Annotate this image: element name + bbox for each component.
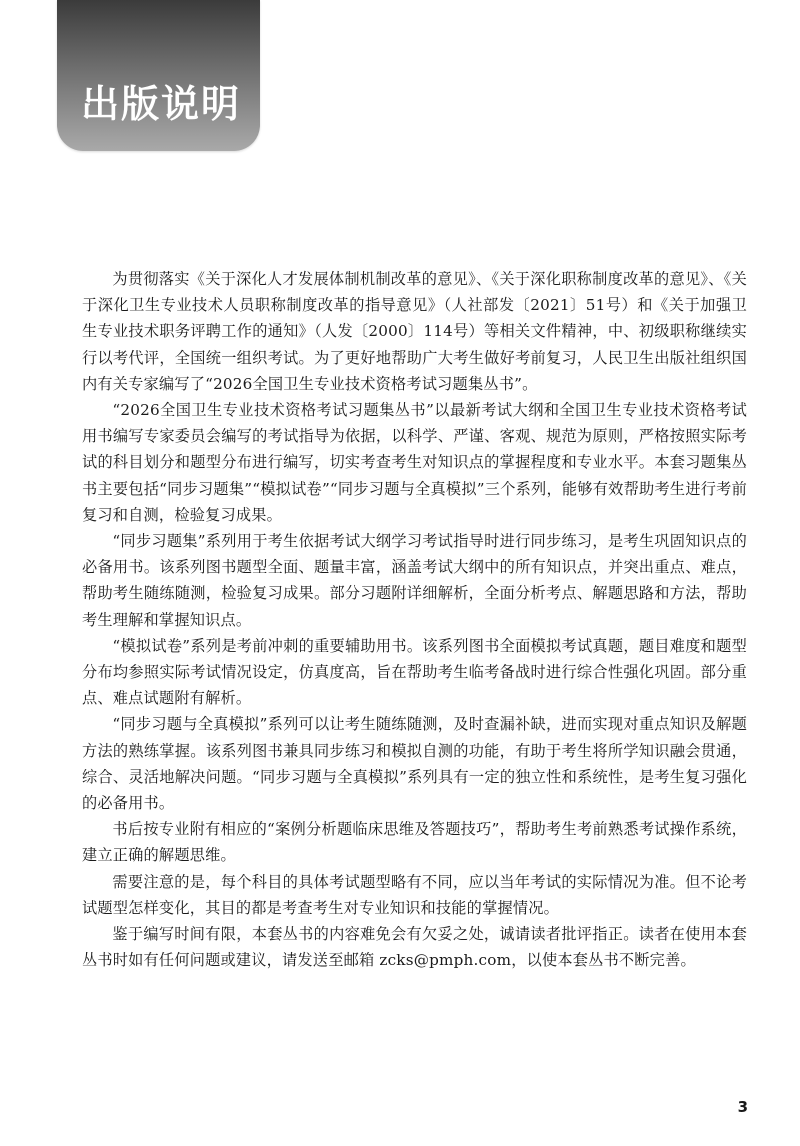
page-number: 3 [737, 1098, 748, 1116]
paragraph: “模拟试卷”系列是考前冲刺的重要辅助用书。该系列图书全面模拟考试真题，题目难度和题型分布均参照实际考试情况设定，仿真度高，旨在帮助考生临考备战时进行综合性强化巩固。部分重点、难点试题附有解析。 [82, 636, 747, 708]
paragraph: “同步习题集”系列用于考生依据考试大纲学习考试指导时进行同步练习，是考生巩固知识点的必备用书。该系列图书题型全面、题量丰富，涵盖考试大纲中的所有知识点，并突出重点、难点，帮助考生随练随测，检验复习成果。部分习题附详细解析，全面分析考点、解题思路和方法，帮助考生理解和掌握知识点。 [82, 532, 747, 629]
paragraph: “2026全国卫生专业技术资格考试习题集丛书”以最新考试大纲和全国卫生专业技术资格考试用书编写专家委员会编写的考试指导为依据，以科学、严谨、客观、规范为原则，严格按照实际考试的科目划分和题型分布进行编写，切实考查考生对知识点的掌握程度和专业水平。本套习题集丛书主要包括“同步习题集”“模拟试卷”“同步习题与全真模拟”三个系列，能够有效帮助考生进行考前复习和自测，检验复习成果。 [82, 401, 747, 524]
paragraph: “同步习题与全真模拟”系列可以让考生随练随测，及时查漏补缺，进而实现对重点知识及解题方法的熟练掌握。该系列图书兼具同步练习和模拟自测的功能，有助于考生将所学知识融会贯通，综合、灵活地解决问题。“同步习题与全真模拟”系列具有一定的独立性和系统性，是考生复习强化的必备用书。 [82, 715, 747, 813]
page-title: 出版说明 [81, 82, 242, 126]
title-banner [57, 0, 260, 151]
paragraph: 鉴于编写时间有限，本套丛书的内容难免会有欠妥之处，诚请读者批评指正。读者在使用本套丛书时如有任何问题或建议，请发送至邮箱 zcks@pmph.com，以使本套丛书不断完善。 [82, 925, 747, 970]
body-text [82, 266, 747, 973]
paragraph: 需要注意的是，每个科目的具体考试题型略有不同，应以当年考试的实际情况为准。但不论考试题型怎样变化，其目的都是考查考生对专业知识和技能的掌握情况。 [82, 872, 747, 917]
paragraph: 为贯彻落实《关于深化人才发展体制机制改革的意见》、《关于深化职称制度改革的意见》、《关于深化卫生专业技术人员职称制度改革的指导意见》（人社部发〔2021〕51号）和《关于加强卫生专业技术职务评聘工作的通知》（人发〔2000〕114号）等相关文件精神，中、初级职称继续实行以考代评，全国统一组织考试。为了更好地帮助广大考生做好考前复习，人民卫生出版社组织国内有关专家编写了“2026全国卫生专业技术资格考试习题集丛书”。 [82, 270, 747, 393]
paragraph: 书后按专业附有相应的“案例分析题临床思维及答题技巧”，帮助考生考前熟悉考试操作系统，建立正确的解题思维。 [82, 820, 747, 865]
